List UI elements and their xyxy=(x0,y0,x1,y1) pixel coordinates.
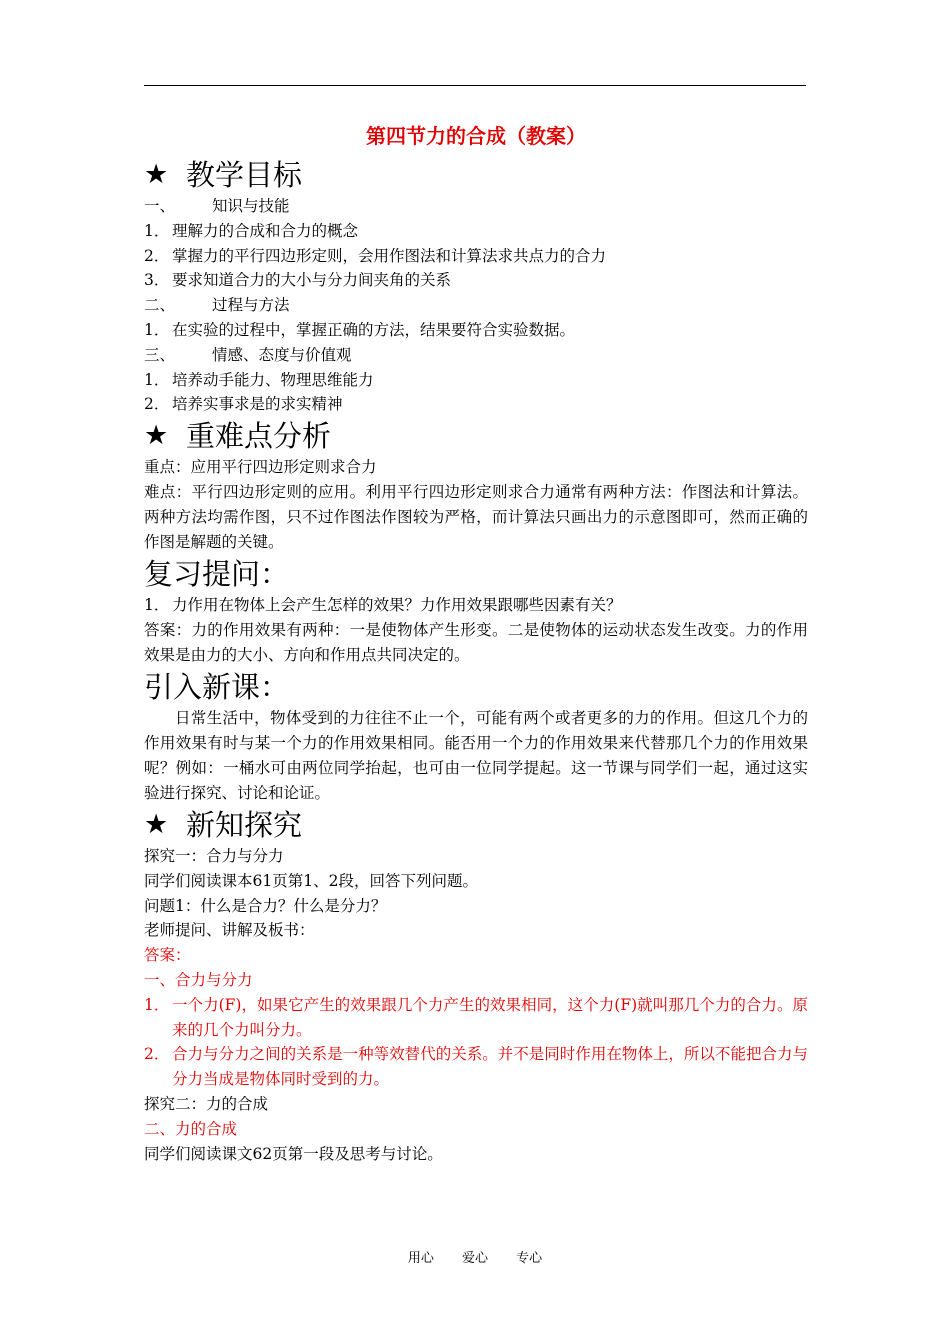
teacher-note: 老师提问、讲解及板书： xyxy=(144,921,315,940)
heading-teaching-goals xyxy=(144,156,808,194)
star-icon: ★ xyxy=(144,159,169,190)
section-label: 知识与技能 xyxy=(212,197,290,215)
answer-item: 1． 一个力(F)，如果它产生的效果跟几个力产生的效果相同，这个力(F)就叫那几个力的合力。原来的几个力叫分力。 xyxy=(144,995,808,1039)
reading-1: 同学们阅读课本61页第1、2段，回答下列问题。 xyxy=(144,871,478,890)
section-label: 过程与方法 xyxy=(212,296,290,315)
answer-section-1: 一、合力与分力 xyxy=(144,970,253,989)
question-1: 问题1：什么是合力？什么是分力？ xyxy=(144,896,387,915)
explore-1: 探究一：合力与分力 xyxy=(144,846,284,865)
answer-section-2: 二、力的合成 xyxy=(144,1119,238,1138)
heading-explore xyxy=(144,806,808,844)
section-1 xyxy=(144,194,808,219)
difficulty: 难点：平行四边形定则的应用。利用平行四边形定则求合力通常有两种方法：作图法和计算法。两种方法均需作图，只不过作图法作图较为严格，而计算法只画出力的示意图即可，然而正确的作图是解题的关键。 xyxy=(144,483,808,552)
reading-2: 同学们阅读课文62页第一段及思考与讨论。 xyxy=(144,1144,443,1163)
footer-text: 专心 xyxy=(516,1251,543,1266)
answer-label: 答案： xyxy=(144,946,191,965)
header-rule xyxy=(144,85,806,86)
explore-2: 探究二：力的合成 xyxy=(144,1094,269,1113)
section-label: 情感、态度与价值观 xyxy=(212,345,352,364)
heading-review: 复习提问： xyxy=(144,557,290,592)
list-item: 3． 要求知道合力的大小与分力间夹角的关系 xyxy=(144,271,452,290)
footer-text: 爱心 xyxy=(461,1251,488,1266)
section-number: 三、 xyxy=(144,345,176,364)
section-number: 一、 xyxy=(144,197,176,215)
heading-text: 重难点分析 xyxy=(186,419,332,454)
review-answer: 答案：力的作用效果有两种：一是使物体产生形变。二是使物体的运动状态发生改变。力的作用效果是由力的大小、方向和作用点共同决定的。 xyxy=(144,620,808,664)
page-footer xyxy=(0,1247,950,1266)
answer-item: 2． 合力与分力之间的关系是一种等效替代的关系。并不是同时作用在物体上，所以不能把合力与分力当成是物体同时受到的力。 xyxy=(144,1045,808,1089)
review-question: 1． 力作用在物体上会产生怎样的效果？力作用效果跟哪些因素有关？ xyxy=(144,596,622,615)
star-icon: ★ xyxy=(144,808,169,840)
footer-text: 用心 xyxy=(407,1251,434,1266)
list-item: 2． 培养实事求是的求实精神 xyxy=(144,395,343,414)
star-icon: ★ xyxy=(144,420,169,452)
section-number: 二、 xyxy=(144,296,176,315)
document-body xyxy=(144,122,808,1166)
list-item: 2． 掌握力的平行四边形定则，会用作图法和计算法求共点力的合力 xyxy=(144,246,607,265)
section-2 xyxy=(144,293,808,318)
heading-text: 教学目标 xyxy=(186,158,303,192)
document-title: 第四节力的合成（教案） xyxy=(366,124,586,148)
list-item: 1． 培养动手能力、物理思维能力 xyxy=(144,370,374,389)
heading-text: 新知探究 xyxy=(186,807,303,842)
list-item: 1． 在实验的过程中，掌握正确的方法，结果要符合实验数据。 xyxy=(144,320,576,339)
key-point: 重点：应用平行四边形定则求合力 xyxy=(144,458,377,477)
intro-paragraph: 日常生活中，物体受到的力往往不止一个，可能有两个或者更多的力的作用。但这几个力的作用效果有时与某一个力的作用效果相同。能否用一个力的作用效果来代替那几个力的作用效果呢？例如：一桶水可由两位同学抬起，也可由一位同学提起。这一节课与同学们一起，通过这实验进行探究、讨论和论证。 xyxy=(144,708,808,802)
list-item: 1． 理解力的合成和合力的概念 xyxy=(144,221,359,240)
heading-intro: 引入新课： xyxy=(144,669,290,704)
heading-key-points xyxy=(144,417,808,455)
section-3 xyxy=(144,343,808,368)
